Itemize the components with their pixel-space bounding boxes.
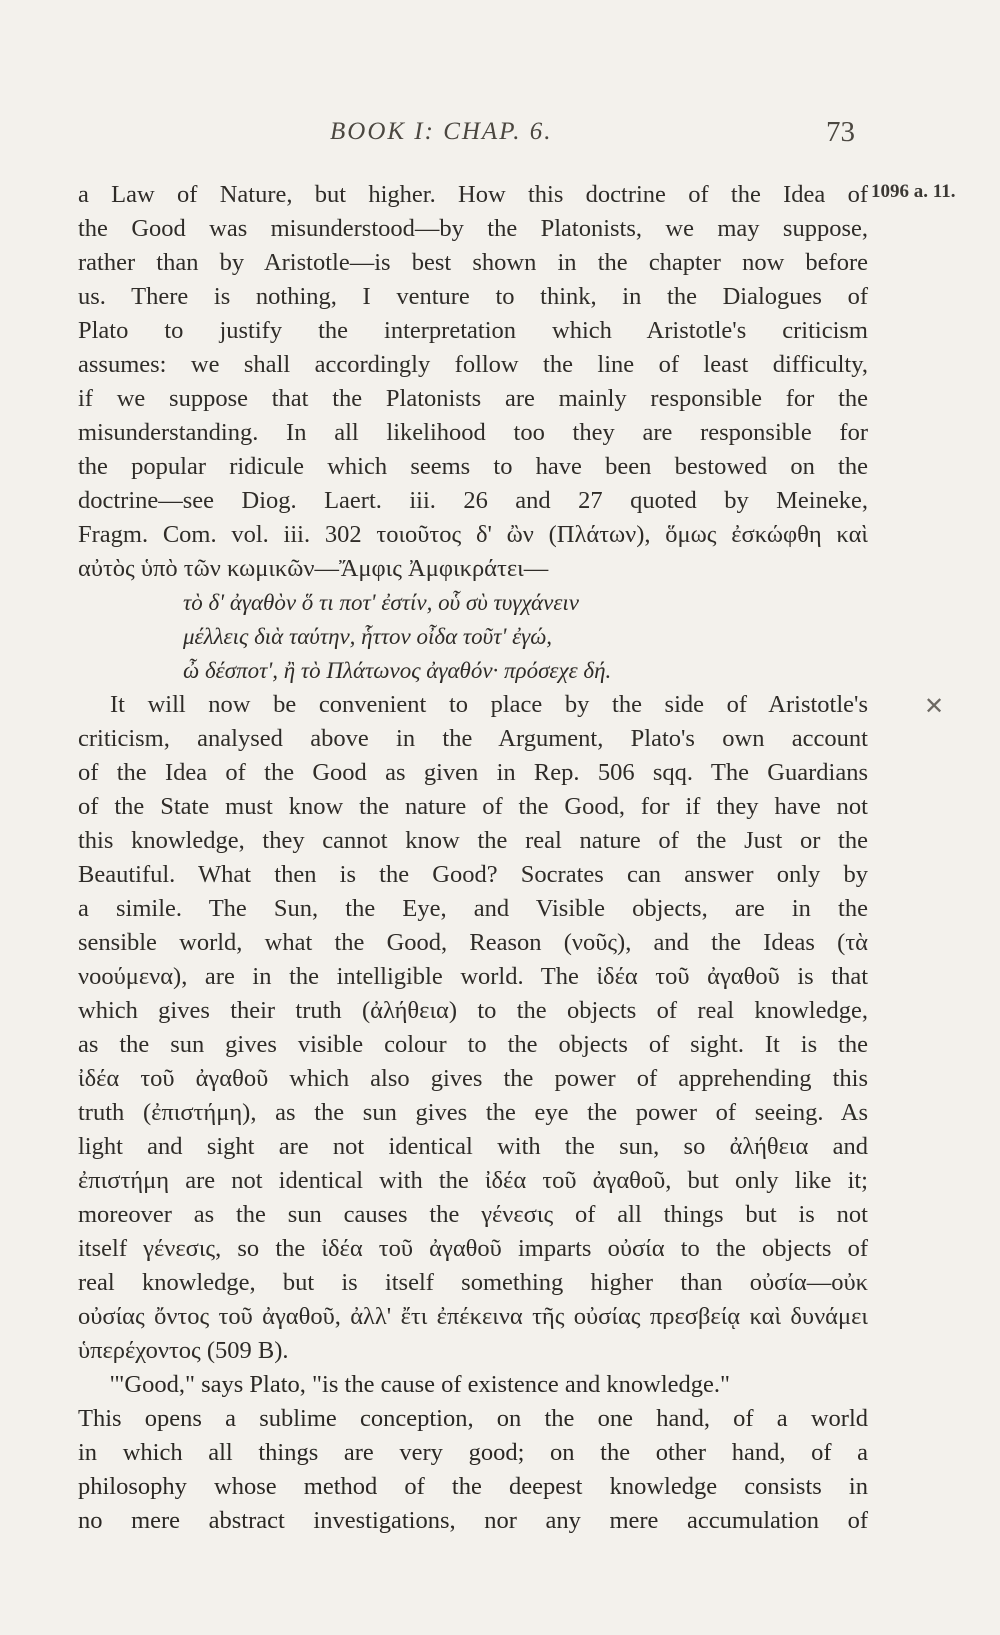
text-line: real knowledge, but is itself something higher than οὐσία—οὐκ	[78, 1269, 868, 1296]
text-line: no mere abstract investigations, nor any mere accumulation of	[78, 1507, 868, 1534]
text-line: the popular ridicule which seems to have been bestowed on the	[78, 453, 868, 480]
text-line: οὐσίας ὄντος τοῦ ἀγαθοῦ, ἀλλ' ἔτι ἐπέκεινα τῆς οὐσίας πρεσβείᾳ καὶ δυνάμει	[78, 1303, 868, 1330]
verse-line: μέλλεις διὰ ταύτην, ἧττον οἶδα τοῦτ' ἐγώ,	[183, 624, 553, 649]
text-line: the Good was misunderstood—by the Platonists, we may suppose,	[78, 215, 868, 242]
text-line: philosophy whose method of the deepest knowledge consists in	[78, 1473, 868, 1500]
text-line: this knowledge, they cannot know the real nature of the Just or the	[78, 827, 868, 854]
text-line: Plato to justify the interpretation which Aristotle's criticism	[78, 317, 868, 344]
body-text	[78, 178, 868, 1538]
text-line: ἰδέα τοῦ ἀγαθοῦ which also gives the power of apprehending this	[78, 1065, 868, 1092]
text-line: as the sun gives visible colour to the objects of sight. It is the	[78, 1031, 868, 1058]
text-line: ὑπερέχοντος (509 B).	[78, 1337, 289, 1364]
text-line: νοούμενα), are in the intelligible world. The ἰδέα τοῦ ἀγαθοῦ is that	[78, 963, 868, 990]
text-line: which gives their truth (ἀλήθεια) to the objects of real knowledge,	[78, 997, 868, 1024]
pencil-mark: ✕	[924, 694, 945, 720]
text-line: rather than by Aristotle—is best shown in the chapter now before	[78, 249, 868, 276]
text-line: a simile. The Sun, the Eye, and Visible objects, are in the	[78, 895, 868, 922]
verse-line: τὸ δ' ἀγαθὸν ὅ τι ποτ' ἐστίν, οὗ σὺ τυγχάνειν	[183, 590, 579, 615]
text-line: itself γένεσις, so the ἰδέα τοῦ ἀγαθοῦ imparts οὐσία to the objects of	[78, 1235, 868, 1262]
text-line: doctrine—see Diog. Laert. iii. 26 and 27 quoted by Meineke,	[78, 487, 868, 514]
text-line: of the Idea of the Good as given in Rep. 506 sqq. The Guardians	[78, 759, 868, 786]
text-line: It will now be convenient to place by the side of Aristotle's	[110, 691, 868, 718]
text-line: Fragm. Com. vol. iii. 302 τοιοῦτος δ' ὢν (Πλάτων), ὅμως ἐσκώφθη καὶ	[78, 521, 868, 548]
text-line: a Law of Nature, but higher. How this doctrine of the Idea of	[78, 181, 868, 208]
text-line: assumes: we shall accordingly follow the line of least difficulty,	[78, 351, 868, 378]
running-title: BOOK I: CHAP. 6.	[330, 118, 553, 145]
text-line: sensible world, what the Good, Reason (νοῦς), and the Ideas (τὰ	[78, 929, 868, 956]
text-line: '"Good," says Plato, "is the cause of existence and knowledge."	[110, 1371, 731, 1398]
verse-line: ὦ δέσποτ', ἢ τὸ Πλάτωνος ἀγαθόν· πρόσεχε δή.	[183, 658, 612, 683]
text-line: moreover as the sun causes the γένεσις of all things but is not	[78, 1201, 868, 1228]
text-line: us. There is nothing, I venture to think, in the Dialogues of	[78, 283, 868, 310]
text-line: light and sight are not identical with the sun, so ἀλήθεια and	[78, 1133, 868, 1160]
text-line: if we suppose that the Platonists are mainly responsible for the	[78, 385, 868, 412]
page-number: 73	[826, 116, 855, 148]
text-line: criticism, analysed above in the Argument, Plato's own account	[78, 725, 868, 752]
text-line: in which all things are very good; on the other hand, of a	[78, 1439, 868, 1466]
text-line: ἐπιστήμη are not identical with the ἰδέα τοῦ ἀγαθοῦ, but only like it;	[78, 1167, 868, 1194]
text-line: of the State must know the nature of the Good, for if they have not	[78, 793, 868, 820]
text-line: misunderstanding. In all likelihood too they are responsible for	[78, 419, 868, 446]
text-line: truth (ἐπιστήμη), as the sun gives the eye the power of seeing. As	[78, 1099, 868, 1126]
text-line: This opens a sublime conception, on the one hand, of a world	[78, 1405, 868, 1432]
text-line: Beautiful. What then is the Good? Socrates can answer only by	[78, 861, 868, 888]
margin-reference: 1096 a. 11.	[871, 181, 956, 202]
text-line: αὐτὸς ὑπὸ τῶν κωμικῶν—Ἄμφις Ἀμφικράτει—	[78, 555, 549, 582]
